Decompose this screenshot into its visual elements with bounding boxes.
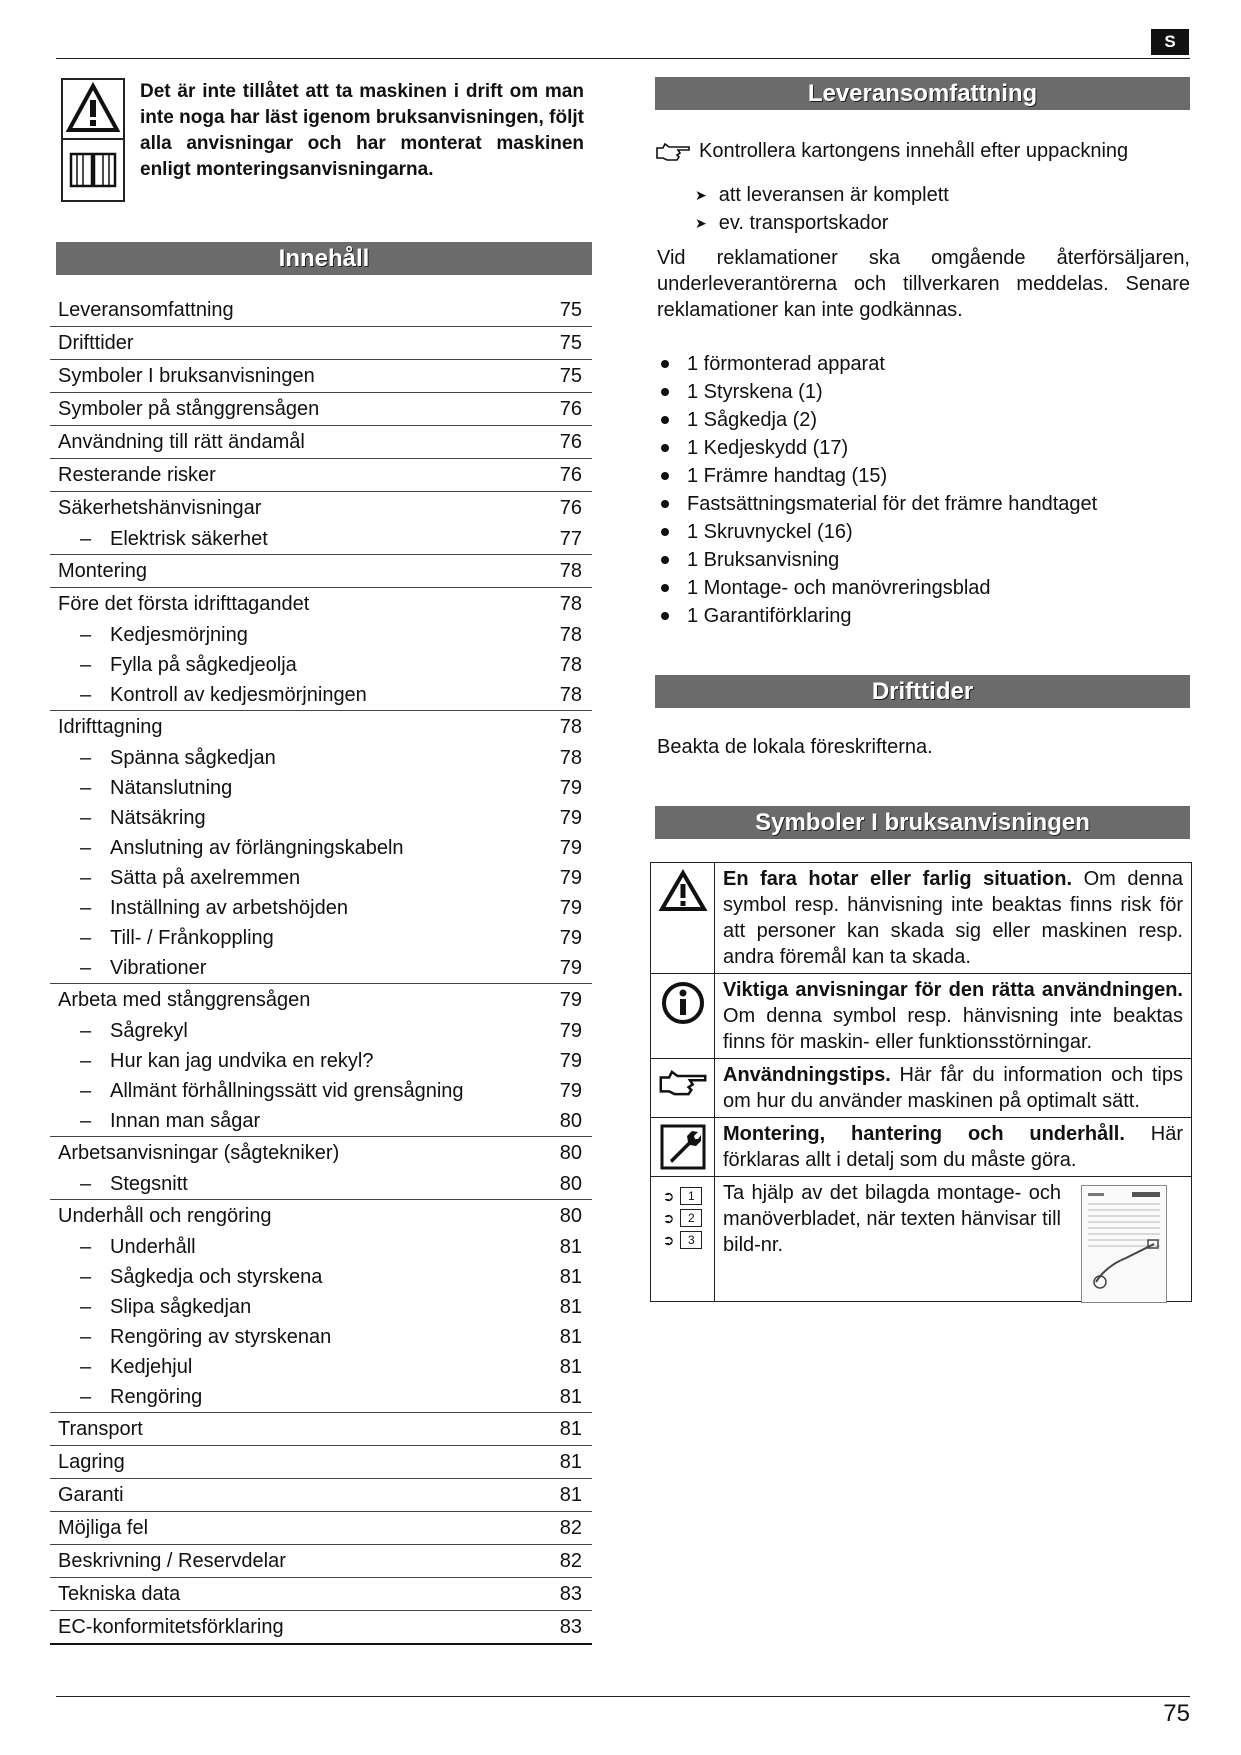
toc-subitem bbox=[50, 923, 592, 953]
leverans-intro-text: Kontrollera kartongens innehåll efter uppackning bbox=[699, 140, 1129, 162]
toc-item bbox=[50, 294, 592, 327]
figure-number: ➲ 3 bbox=[663, 1231, 703, 1249]
symbol-row-figure bbox=[651, 1177, 1191, 1301]
toc-item bbox=[50, 459, 592, 492]
toc-item bbox=[50, 393, 592, 426]
delivery-item-text: 1 förmonterad apparat bbox=[687, 353, 885, 375]
toc-subitem bbox=[50, 953, 592, 984]
toc-subitem bbox=[50, 1169, 592, 1200]
toc-label: EC-konformitetsförklaring bbox=[58, 1615, 284, 1638]
figure-number-list bbox=[663, 1183, 703, 1249]
toc-dash: – bbox=[80, 527, 92, 550]
delivery-item-text: 1 Skruvnyckel (16) bbox=[687, 521, 853, 543]
toc-item bbox=[50, 1479, 592, 1512]
toc-label: Rengöring bbox=[110, 1385, 203, 1408]
delivery-item-text: 1 Sågkedja (2) bbox=[687, 409, 818, 431]
toc-subitem bbox=[50, 743, 592, 773]
symbol-icon-cell bbox=[651, 974, 715, 1058]
leverans-intro bbox=[655, 140, 1128, 163]
delivery-item bbox=[661, 546, 1097, 574]
figure-number: ➲ 2 bbox=[663, 1209, 703, 1227]
toc-item bbox=[50, 984, 592, 1016]
symbol-row-danger bbox=[651, 863, 1191, 974]
toc-label: Montering bbox=[58, 559, 147, 582]
toc-title: Innehåll bbox=[56, 242, 592, 275]
toc-dash: – bbox=[80, 1265, 92, 1288]
page-number: 75 bbox=[1163, 1700, 1190, 1727]
toc-label: Sågkedja och styrskena bbox=[110, 1265, 323, 1288]
toc-label: Till- / Frånkoppling bbox=[110, 926, 274, 949]
bullet-icon bbox=[661, 472, 669, 480]
toc-subitem bbox=[50, 524, 592, 555]
toc-label: Underhåll och rengöring bbox=[58, 1204, 272, 1227]
toc-dash: – bbox=[80, 896, 92, 919]
delivery-item-text: 1 Garantiförklaring bbox=[687, 605, 852, 627]
toc-page: 78 bbox=[559, 715, 582, 738]
toc-label: Nätsäkring bbox=[110, 806, 206, 829]
toc-subitem bbox=[50, 680, 592, 711]
toc-label: Beskrivning / Reservdelar bbox=[58, 1549, 286, 1572]
toc-page: 81 bbox=[559, 1295, 582, 1318]
symbol-icon-cell bbox=[651, 1118, 715, 1176]
toc-label: Rengöring av styrskenan bbox=[110, 1325, 332, 1348]
toc-page: 75 bbox=[559, 298, 582, 321]
toc-label: Sågrekyl bbox=[110, 1019, 188, 1042]
toc-label: Symboler I bruksanvisningen bbox=[58, 364, 315, 387]
info-icon bbox=[660, 980, 706, 1026]
toc-dash: – bbox=[80, 836, 92, 859]
toc-label: Underhåll bbox=[110, 1235, 196, 1258]
toc-subitem bbox=[50, 1292, 592, 1322]
toc-page: 80 bbox=[559, 1141, 582, 1164]
symbol-row-tip bbox=[651, 1059, 1191, 1118]
toc-page: 79 bbox=[559, 836, 582, 859]
toc-dash: – bbox=[80, 926, 92, 949]
toc-page: 76 bbox=[559, 463, 582, 486]
symbol-description: En fara hotar eller farlig situation. Om denna symbol resp. hänvisning inte beaktas finns risk för att personer kan skada sig eller maskinen resp. andra föremål kan ta skada. bbox=[723, 868, 1183, 968]
delivery-item bbox=[661, 490, 1097, 518]
delivery-item bbox=[661, 378, 1097, 406]
bullet-icon bbox=[661, 500, 669, 508]
toc-page: 83 bbox=[559, 1615, 582, 1638]
arrow-icon: ➲ bbox=[662, 1231, 675, 1248]
delivery-item-text: Fastsättningsmaterial för det främre handtaget bbox=[687, 493, 1098, 515]
delivery-item bbox=[661, 518, 1097, 546]
toc-label: Spänna sågkedjan bbox=[110, 746, 276, 769]
toc-page: 76 bbox=[559, 397, 582, 420]
toc-item bbox=[50, 1446, 592, 1479]
bullet-icon bbox=[661, 360, 669, 368]
toc-page: 76 bbox=[559, 430, 582, 453]
toc-item bbox=[50, 426, 592, 459]
toc-page: 79 bbox=[559, 1019, 582, 1042]
drifttider-title: Drifttider bbox=[655, 675, 1190, 708]
toc-page: 79 bbox=[559, 896, 582, 919]
toc-item bbox=[50, 711, 592, 743]
delivery-item bbox=[661, 434, 1097, 462]
toc-label: Elektrisk säkerhet bbox=[110, 527, 268, 550]
toc-label: Resterande risker bbox=[58, 463, 216, 486]
toc-subitem bbox=[50, 1322, 592, 1352]
symbols-title: Symboler I bruksanvisningen bbox=[655, 806, 1190, 839]
symbol-description: Ta hjälp av det bilagda montage- och manöverbladet, när texten hänvisar till bild-nr. bbox=[723, 1182, 1061, 1256]
toc-label: Arbetsanvisningar (sågtekniker) bbox=[58, 1141, 340, 1164]
toc-label: Drifttider bbox=[58, 331, 134, 354]
toc-label: Symboler på stånggrensågen bbox=[58, 397, 320, 420]
toc-page: 78 bbox=[559, 592, 582, 615]
delivery-item-text: 1 Styrskena (1) bbox=[687, 381, 823, 403]
symbol-description: Användningstips. Här får du information och tips om hur du använder maskinen på optimalt sätt. bbox=[723, 1064, 1183, 1112]
table-of-contents bbox=[50, 294, 592, 1645]
reclaim-text: Vid reklamationer ska omgående återförsäljaren, underleverantörerna och tillverkaren meddelas. Senare reklamationer kan inte godkännas. bbox=[657, 247, 1190, 321]
toc-label: Före det första idrifttagandet bbox=[58, 592, 310, 615]
toc-page: 78 bbox=[559, 746, 582, 769]
toc-label: Nätanslutning bbox=[110, 776, 233, 799]
toc-dash: – bbox=[80, 956, 92, 979]
toc-label: Slipa sågkedjan bbox=[110, 1295, 252, 1318]
book-icon bbox=[63, 140, 123, 198]
toc-subitem bbox=[50, 863, 592, 893]
toc-subitem bbox=[50, 1352, 592, 1382]
toc-subitem bbox=[50, 1262, 592, 1292]
toc-dash: – bbox=[80, 1049, 92, 1072]
toc-page: 79 bbox=[559, 806, 582, 829]
toc-item bbox=[50, 327, 592, 360]
toc-subitem bbox=[50, 1076, 592, 1106]
arrow-icon: ➲ bbox=[662, 1209, 675, 1226]
delivery-item bbox=[661, 462, 1097, 490]
arrow-icon: ➲ bbox=[662, 1187, 675, 1204]
toc-subitem bbox=[50, 1106, 592, 1137]
toc-page: 81 bbox=[559, 1385, 582, 1408]
toc-label: Fylla på sågkedjeolja bbox=[110, 653, 297, 676]
toc-page: 79 bbox=[559, 956, 582, 979]
toc-page: 78 bbox=[559, 623, 582, 646]
toc-dash: – bbox=[80, 1235, 92, 1258]
toc-item bbox=[50, 1611, 592, 1645]
toc-dash: – bbox=[80, 653, 92, 676]
bullet-icon bbox=[661, 612, 669, 620]
toc-subitem bbox=[50, 833, 592, 863]
symbol-icon-cell bbox=[651, 863, 715, 973]
toc-subitem bbox=[50, 1016, 592, 1046]
toc-item bbox=[50, 1578, 592, 1611]
toc-dash: – bbox=[80, 623, 92, 646]
toc-subitem bbox=[50, 803, 592, 833]
toc-page: 81 bbox=[559, 1235, 582, 1258]
delivery-item bbox=[661, 406, 1097, 434]
wrench-icon bbox=[660, 1124, 706, 1170]
bullet-icon bbox=[661, 556, 669, 564]
bullet-icon bbox=[661, 584, 669, 592]
language-badge: S bbox=[1151, 29, 1189, 55]
toc-page: 75 bbox=[559, 331, 582, 354]
toc-subitem bbox=[50, 620, 592, 650]
toc-page: 79 bbox=[559, 866, 582, 889]
toc-dash: – bbox=[80, 1172, 92, 1195]
toc-page: 81 bbox=[559, 1450, 582, 1473]
toc-page: 80 bbox=[559, 1204, 582, 1227]
toc-label: Anslutning av förlängningskabeln bbox=[110, 836, 404, 859]
toc-item bbox=[50, 588, 592, 620]
delivery-item-text: 1 Främre handtag (15) bbox=[687, 465, 888, 487]
toc-subitem bbox=[50, 893, 592, 923]
symbol-row-info bbox=[651, 974, 1191, 1059]
toc-label: Sätta på axelremmen bbox=[110, 866, 301, 889]
toc-page: 75 bbox=[559, 364, 582, 387]
toc-label: Stegsnitt bbox=[110, 1172, 188, 1195]
toc-label: Lagring bbox=[58, 1450, 125, 1473]
danger-triangle-icon bbox=[658, 869, 708, 913]
toc-page: 79 bbox=[559, 1049, 582, 1072]
toc-label: Inställning av arbetshöjden bbox=[110, 896, 348, 919]
toc-page: 79 bbox=[559, 776, 582, 799]
toc-label: Tekniska data bbox=[58, 1582, 181, 1605]
toc-label: Kontroll av kedjesmörjningen bbox=[110, 683, 367, 706]
check-item bbox=[695, 209, 949, 237]
drifttider-text: Beakta de lokala föreskrifterna. bbox=[657, 736, 933, 758]
toc-item bbox=[50, 555, 592, 588]
toc-dash: – bbox=[80, 1079, 92, 1102]
symbols-table bbox=[650, 862, 1192, 1302]
toc-item bbox=[50, 1545, 592, 1578]
toc-page: 77 bbox=[559, 527, 582, 550]
toc-label: Innan man sågar bbox=[110, 1109, 261, 1132]
toc-label: Transport bbox=[58, 1417, 143, 1440]
toc-page: 82 bbox=[559, 1549, 582, 1572]
toc-label: Vibrationer bbox=[110, 956, 207, 979]
leverans-title: Leveransomfattning bbox=[655, 77, 1190, 110]
toc-item bbox=[50, 492, 592, 524]
toc-item bbox=[50, 1413, 592, 1446]
toc-dash: – bbox=[80, 1385, 92, 1408]
pointing-hand-icon bbox=[658, 1065, 708, 1101]
toc-page: 81 bbox=[559, 1325, 582, 1348]
toc-dash: – bbox=[80, 1355, 92, 1378]
check-item bbox=[695, 181, 949, 209]
delivery-item-text: 1 Kedjeskydd (17) bbox=[687, 437, 849, 459]
symbol-row-wrench bbox=[651, 1118, 1191, 1177]
delivery-item-list bbox=[661, 350, 1097, 630]
toc-dash: – bbox=[80, 776, 92, 799]
toc-dash: – bbox=[80, 1325, 92, 1348]
symbol-description: Montering, hantering och underhåll. Här förklaras allt i detalj som du måste göra. bbox=[723, 1123, 1183, 1171]
toc-dash: – bbox=[80, 806, 92, 829]
delivery-item bbox=[661, 602, 1097, 630]
toc-page: 81 bbox=[559, 1483, 582, 1506]
toc-label: Användning till rätt ändamål bbox=[58, 430, 305, 453]
toc-page: 78 bbox=[559, 683, 582, 706]
toc-dash: – bbox=[80, 1295, 92, 1318]
toc-page: 81 bbox=[559, 1417, 582, 1440]
top-rule bbox=[56, 58, 1190, 59]
check-item-text: ev. transportskador bbox=[718, 212, 889, 234]
toc-page: 79 bbox=[559, 926, 582, 949]
toc-label: Kedjehjul bbox=[110, 1355, 193, 1378]
toc-page: 81 bbox=[559, 1355, 582, 1378]
toc-subitem bbox=[50, 1046, 592, 1076]
toc-page: 79 bbox=[559, 988, 582, 1011]
toc-label: Leveransomfattning bbox=[58, 298, 234, 321]
toc-dash: – bbox=[80, 866, 92, 889]
toc-page: 80 bbox=[559, 1172, 582, 1195]
toc-page: 76 bbox=[559, 496, 582, 519]
symbol-description: Viktiga anvisningar för den rätta användningen. Om denna symbol resp. hänvisning inte beaktas finns för maskin- eller funktionsstörningar. bbox=[723, 979, 1183, 1053]
toc-dash: – bbox=[80, 683, 92, 706]
arrow-bullet-icon: ➤ bbox=[695, 215, 707, 231]
toc-label: Hur kan jag undvika en rekyl? bbox=[110, 1049, 374, 1072]
toc-label: Arbeta med stånggrensågen bbox=[58, 988, 311, 1011]
delivery-item bbox=[661, 574, 1097, 602]
warning-text: Det är inte tillåtet att ta maskinen i drift om man inte noga har läst igenom bruksanvisningen, följt alla anvisningar och har monterat maskinen enligt monteringsanvisningarna. bbox=[140, 81, 584, 180]
symbol-icon-cell bbox=[651, 1177, 715, 1301]
toc-page: 78 bbox=[559, 559, 582, 582]
toc-page: 78 bbox=[559, 653, 582, 676]
figure-number: ➲ 1 bbox=[663, 1187, 703, 1205]
delivery-item bbox=[661, 350, 1097, 378]
toc-label: Säkerhetshänvisningar bbox=[58, 496, 262, 519]
check-item-text: att leveransen är komplett bbox=[718, 184, 949, 206]
toc-page: 82 bbox=[559, 1516, 582, 1539]
delivery-item-text: 1 Montage- och manövreringsblad bbox=[687, 577, 991, 599]
bottom-rule bbox=[56, 1696, 1190, 1697]
warning-triangle-icon bbox=[63, 80, 123, 138]
assembly-sheet-thumbnail-icon bbox=[1081, 1185, 1167, 1303]
toc-page: 81 bbox=[559, 1265, 582, 1288]
toc-item bbox=[50, 1137, 592, 1169]
pointing-hand-icon bbox=[655, 142, 691, 162]
leverans-check-list bbox=[695, 181, 949, 237]
toc-label: Idrifttagning bbox=[58, 715, 163, 738]
toc-item bbox=[50, 360, 592, 393]
symbol-icon-cell bbox=[651, 1059, 715, 1117]
toc-label: Kedjesmörjning bbox=[110, 623, 248, 646]
toc-page: 79 bbox=[559, 1079, 582, 1102]
toc-dash: – bbox=[80, 1109, 92, 1132]
bullet-icon bbox=[661, 444, 669, 452]
warning-icon-box bbox=[61, 78, 125, 202]
toc-subitem bbox=[50, 650, 592, 680]
toc-dash: – bbox=[80, 1019, 92, 1042]
toc-item bbox=[50, 1512, 592, 1545]
arrow-bullet-icon: ➤ bbox=[695, 187, 707, 203]
delivery-item-text: 1 Bruksanvisning bbox=[687, 549, 840, 571]
bullet-icon bbox=[661, 528, 669, 536]
bullet-icon bbox=[661, 388, 669, 396]
toc-subitem bbox=[50, 1232, 592, 1262]
toc-label: Garanti bbox=[58, 1483, 124, 1506]
toc-page: 83 bbox=[559, 1582, 582, 1605]
toc-subitem bbox=[50, 1382, 592, 1413]
toc-label: Allmänt förhållningssätt vid grensågning bbox=[110, 1079, 464, 1102]
toc-item bbox=[50, 1200, 592, 1232]
bullet-icon bbox=[661, 416, 669, 424]
toc-dash: – bbox=[80, 746, 92, 769]
toc-page: 80 bbox=[559, 1109, 582, 1132]
toc-subitem bbox=[50, 773, 592, 803]
toc-label: Möjliga fel bbox=[58, 1516, 149, 1539]
